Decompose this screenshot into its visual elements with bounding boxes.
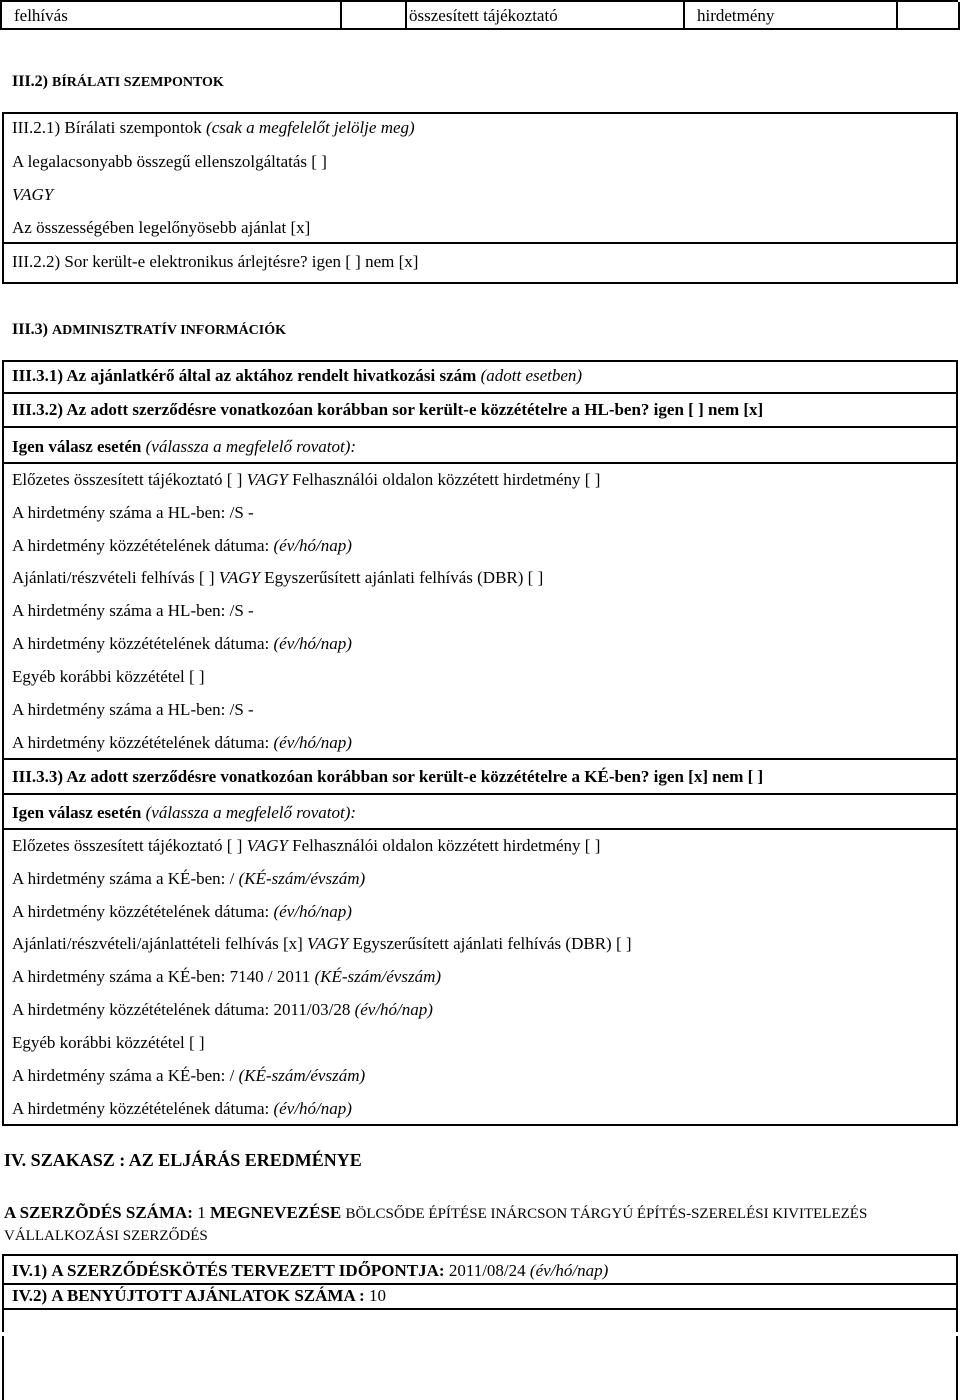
t: Ajánlati/részvételi felhívás [ ] [12, 568, 219, 587]
t: Egyszerűsített ajánlati felhívás (DBR) [ ] [260, 568, 544, 587]
divider [2, 758, 958, 760]
iv1-num: IV.1) [12, 1261, 52, 1280]
contract-number: 1 [197, 1203, 210, 1222]
hl-notice-number-2: A hirdetmény száma a HL-ben: /S - [12, 601, 254, 620]
divider [2, 828, 958, 830]
ke-option-other[interactable]: Egyéb korábbi közzététel [ ] [12, 1033, 205, 1052]
ke-notice-number-1 [12, 869, 365, 889]
vagy: VAGY [246, 470, 288, 489]
t: A hirdetmény közzétételének dátuma: [12, 536, 274, 555]
vagy: VAGY [218, 568, 260, 587]
form-type-table [0, 0, 958, 30]
hl-notice-date-1 [12, 536, 352, 556]
t: Előzetes összesített tájékoztató [ ] [12, 470, 247, 489]
section-title-IV: IV. SZAKASZ : AZ ELJÁRÁS EREDMÉNYE [4, 1150, 362, 1170]
ke-question[interactable]: III.3.3) Az adott szerződésre vonatkozóan korábban sor került-e közzétételre a KÉ-ben? igen [x] nem [ ] [12, 767, 764, 786]
ke-answer-hint [12, 803, 356, 823]
section-title-III-2 [12, 72, 224, 93]
cell-hirdetmeny: hirdetmény [697, 6, 775, 25]
divider [2, 793, 958, 795]
reference-number-text: III.3.1) Az ajánlatkérő által az aktához rendelt hivatkozási szám [12, 366, 481, 385]
ke-option-prior-info[interactable] [12, 836, 600, 856]
criteria-option-best[interactable]: Az összességében legelőnyösebb ajánlat [x] [12, 218, 311, 237]
cell-osszesitett: összesített tájékoztató [409, 6, 558, 25]
n: (KÉ-szám/évszám) [314, 967, 442, 986]
t: Felhasználói oldalon közzétett hirdetmény [ ] [287, 470, 601, 489]
hl-answer-hint [12, 437, 356, 457]
t: Előzetes összesített tájékoztató [ ] [12, 836, 247, 855]
ke-notice-date-3 [12, 1099, 352, 1119]
criteria-heading [12, 118, 415, 138]
t: A hirdetmény közzétételének dátuma: [12, 733, 274, 752]
vagy: VAGY [307, 934, 349, 953]
iv1-label: A SZERZŐDÉSKÖTÉS TERVEZETT IDŐPONTJA: [51, 1261, 445, 1280]
n: (KÉ-szám/évszám) [238, 1066, 366, 1085]
contract-name-line-1 [4, 1203, 867, 1224]
cell-felhivas: felhívás [14, 6, 68, 25]
divider [2, 242, 958, 244]
t: A hirdetmény közzétételének dátuma: [12, 1099, 274, 1118]
iv2-row [12, 1286, 386, 1306]
form-type-checkbox-3[interactable] [896, 2, 960, 30]
n: (év/hó/nap) [273, 536, 352, 555]
criteria-heading-text: III.2.1) Bírálati szempontok [12, 118, 207, 137]
section-text: ADMINISZTRATÍV INFORMÁCIÓK [52, 323, 287, 338]
section-num: III.2) [12, 73, 53, 90]
divider [2, 1283, 958, 1285]
ke-notice-number-3 [12, 1066, 365, 1086]
vagy-label: VAGY [12, 185, 54, 204]
form-type-checkbox-1[interactable] [340, 2, 407, 30]
hl-option-prior-info[interactable] [12, 470, 600, 490]
iv1-row [12, 1261, 608, 1281]
iv1-note: (év/hó/nap) [529, 1261, 609, 1280]
t: A hirdetmény közzétételének dátuma: 2011/03/28 [12, 1000, 355, 1019]
section-num: III.3) [12, 321, 53, 338]
hl-option-other[interactable]: Egyéb korábbi közzététel [ ] [12, 667, 205, 686]
answer-note: (válassza a megfelelő rovatot): [145, 803, 357, 822]
ke-notice-date-1 [12, 902, 352, 922]
answer-label: Igen válasz esetén [12, 437, 146, 456]
form-type-cell-3 [683, 2, 898, 30]
t: A hirdetmény közzétételének dátuma: [12, 902, 274, 921]
n: (év/hó/nap) [354, 1000, 433, 1019]
ke-notice-date-2 [12, 1000, 433, 1020]
answer-note: (válassza a megfelelő rovatot): [145, 437, 357, 456]
n: (KÉ-szám/évszám) [238, 869, 366, 888]
answer-label: Igen válasz esetén [12, 803, 146, 822]
iv2-num: IV.2) [12, 1286, 52, 1305]
hl-option-call[interactable] [12, 568, 543, 588]
hl-question[interactable]: III.3.2) Az adott szerződésre vonatkozóan korábban sor került-e közzétételre a HL-ben? igen [ ] nem [x] [12, 400, 764, 419]
t: Egyszerűsített ajánlati felhívás (DBR) [ ] [348, 934, 632, 953]
n: (év/hó/nap) [273, 1099, 352, 1118]
ke-option-call[interactable] [12, 934, 632, 954]
reference-number-label [12, 366, 582, 386]
contract-number-label: A SZERZÕDÉS SZÁMA: [4, 1203, 198, 1222]
contract-name: BÖLCSŐDE ÉPÍTÉSE INÁRCSON TÁRGYÚ ÉPÍTÉS-SZERELÉSI KIVITELEZÉS [345, 1206, 868, 1222]
section-text: BÍRÁLATI SZEMPONTOK [52, 75, 224, 90]
divider [2, 426, 958, 428]
reference-number-note: (adott esetben) [480, 366, 583, 385]
n: (év/hó/nap) [273, 733, 352, 752]
iv2-value: 10 [364, 1286, 386, 1305]
n: (év/hó/nap) [273, 902, 352, 921]
hl-notice-number-1: A hirdetmény száma a HL-ben: /S - [12, 503, 254, 522]
hl-notice-number-3: A hirdetmény száma a HL-ben: /S - [12, 700, 254, 719]
criteria-option-lowest[interactable]: A legalacsonyabb összegű ellenszolgáltatás [ ] [12, 152, 327, 171]
iv1-value: 2011/08/24 [444, 1261, 530, 1280]
contract-name-label: MEGNEVEZÉSE [209, 1203, 346, 1222]
hl-notice-date-2 [12, 634, 352, 654]
t: A hirdetmény közzétételének dátuma: [12, 634, 274, 653]
divider [2, 392, 958, 394]
vagy: VAGY [246, 836, 288, 855]
section-title-III-3 [12, 320, 286, 341]
t: A hirdetmény száma a KÉ-ben: 7140 / 2011 [12, 967, 315, 986]
iv2-label: A BENYÚJTOTT AJÁNLATOK SZÁMA : [51, 1286, 365, 1305]
t: Felhasználói oldalon közzétett hirdetmény [ ] [287, 836, 601, 855]
contract-name-line-2: VÁLLALKOZÁSI SZERZŐDÉS [4, 1228, 208, 1244]
form-type-cell-2 [405, 2, 685, 30]
t: A hirdetmény száma a KÉ-ben: / [12, 869, 239, 888]
criteria-heading-note: (csak a megfelelőt jelölje meg) [206, 118, 415, 137]
t: Ajánlati/részvételi/ajánlattételi felhívás [x] [12, 934, 308, 953]
hl-notice-date-3 [12, 733, 352, 753]
divider [2, 1308, 958, 1310]
divider [2, 462, 958, 464]
t: A hirdetmény száma a KÉ-ben: / [12, 1066, 239, 1085]
n: (év/hó/nap) [273, 634, 352, 653]
ke-notice-number-2 [12, 967, 441, 987]
e-auction-question[interactable]: III.2.2) Sor került-e elektronikus árlejtésre? igen [ ] nem [x] [12, 252, 419, 271]
form-type-cell-1 [0, 2, 342, 30]
